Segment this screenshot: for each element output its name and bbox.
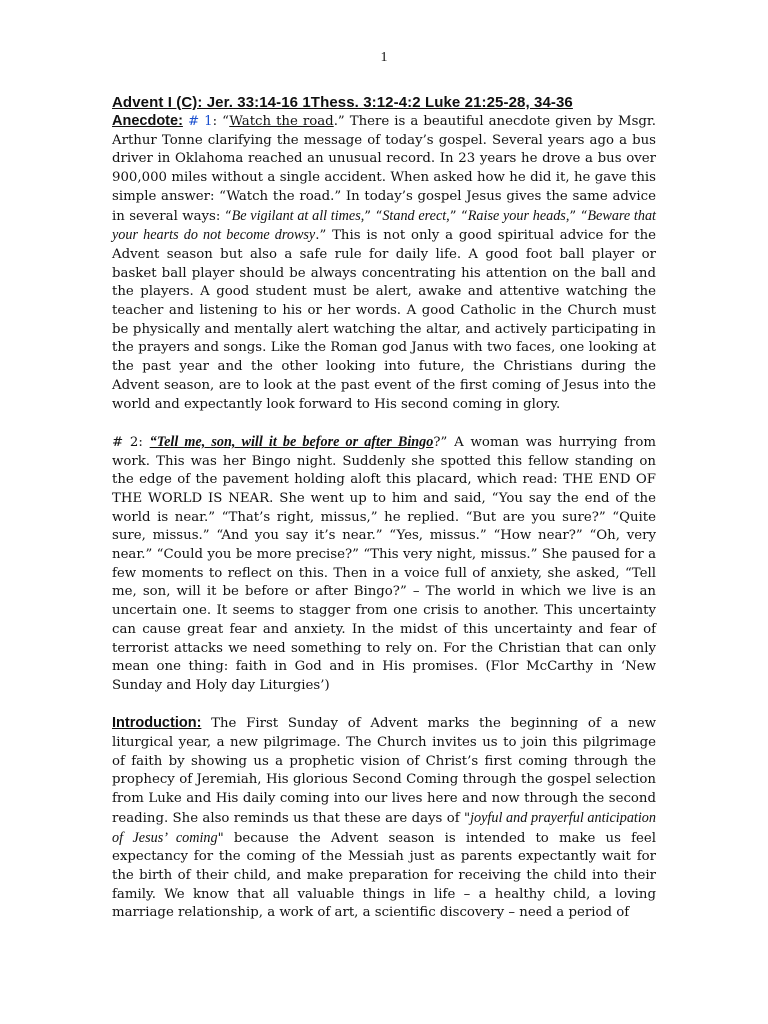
anecdote-1-title: Watch the road (229, 114, 334, 129)
anecdote-1-text-a: .” There is a beautiful anecdote given by Msgr. Arthur Tonne clarifying the message of today’s gospel. Several years ago a bus driver in Oklahoma reached an unusual record. In 23 years he drove a bus over 900,000 miles without a single accident. When asked how he did it, he gave this simple answer: “Watch the road.” In today’s gospel Jesus gives the same advice in several ways: “ (112, 114, 657, 224)
quote-beware: Beware that your hearts do not become drowsy (112, 207, 656, 244)
introduction-paragraph (112, 714, 656, 923)
paragraph-gap (112, 414, 656, 433)
introduction-text-b: " because the Advent season is intended to make us feel expectancy for the coming of the Messiah just as parents expectantly wait for the birth of their child, and make preparation for receiving the child into their family. We know that all valuable things in life – a healthy child, a loving marriage relationship, a work of art, a scientific discovery – need a period of (112, 830, 656, 921)
homily-title: Advent I (C): Jer. 33:14-16 1Thess. 3:12-4:2 Luke 21:25-28, 34-36 (112, 94, 573, 111)
anecdote-1-colon: : “ (212, 114, 230, 129)
anecdote-2-paragraph (112, 433, 656, 696)
anecdote-1-text-c: ” “ (449, 208, 468, 224)
anecdote-heading: Anecdote: (112, 113, 183, 129)
quote-stand-erect: Stand erect, (382, 207, 450, 224)
quote-vigilant: Be vigilant at all times, (231, 207, 365, 224)
anecdote-1-text-d: ” “ (569, 208, 588, 224)
paragraph-gap (112, 696, 656, 715)
anecdote-2-text: ?” A woman was hurrying from work. This was her Bingo night. Suddenly she spotted this fellow standing on the edge of the pavement holding aloft this placard, which read: THE END OF THE WORLD IS NEAR. She went up to him and said, “You say the end of the world is near.” “That’s right, missus,” he replied. “But are you sure?” “Quite sure, missus.” “And you say it’s near.” “Yes, missus.” “How near?” “Oh, very near.” “Could you be more precise?” “This very night, missus.” She paused for a few moments to reflect on this. Then in a voice full of anxiety, she asked, “Tell me, son, will it be before or after Bingo?” – The world in which we live is an uncertain one. It seems to stagger from one crisis to another. This uncertainty can cause great fear and anxiety. In the midst of this uncertainty and fear of terrorist attacks we need something to rely on. For the Christian that can only mean one thing: faith in God and in His promises. (Flor McCarthy in ‘New Sunday and Holy day Liturgies’) (112, 434, 656, 693)
anecdote-1-paragraph (112, 112, 656, 414)
introduction-text-a: The First Sunday of Advent marks the beginning of a new liturgical year, a new pilgrimage. The Church invites us to join this pilgrimage of faith by showing us a prophetic vision of Christ’s first coming through the prophecy of Jeremiah, His glorious Second Coming through the gospel selection from Luke and His daily coming into our lives here and now through the second reading. She also reminds us that these are days of " (112, 716, 656, 826)
anecdote-2-number: # 2: (112, 434, 150, 450)
introduction-heading: Introduction: (112, 715, 202, 732)
page-number: 1 (380, 50, 388, 65)
quote-joyful-anticipation: joyful and prayerful anticipation of Jesus’ coming (112, 809, 656, 846)
anecdote-1-text-e: .” This is not only a good spiritual advice for the Advent season but also a safe rule for daily life. A good foot ball player or basket ball player should be always concentrating his attention on the ball and the players. A good student must be alert, awake and attentive watching the teacher and listening to his or her words. A good Catholic in the Church must be physically and mentally alert watching the altar, and actively participating in the prayers and songs. Like the Roman god Janus with two faces, one looking at the past year and the other looking into future, the Christians during the Advent season, are to look at the past event of the first coming of Jesus into the world and expectantly look forward to His second coming in glory. (112, 228, 656, 412)
quote-raise-heads: Raise your heads, (467, 207, 570, 224)
anecdote-1-text-b: ” “ (364, 208, 383, 224)
anecdote-1-number: # 1 (187, 114, 213, 129)
anecdote-2-title: “Tell me, son, will it be before or after Bingo (149, 433, 434, 450)
